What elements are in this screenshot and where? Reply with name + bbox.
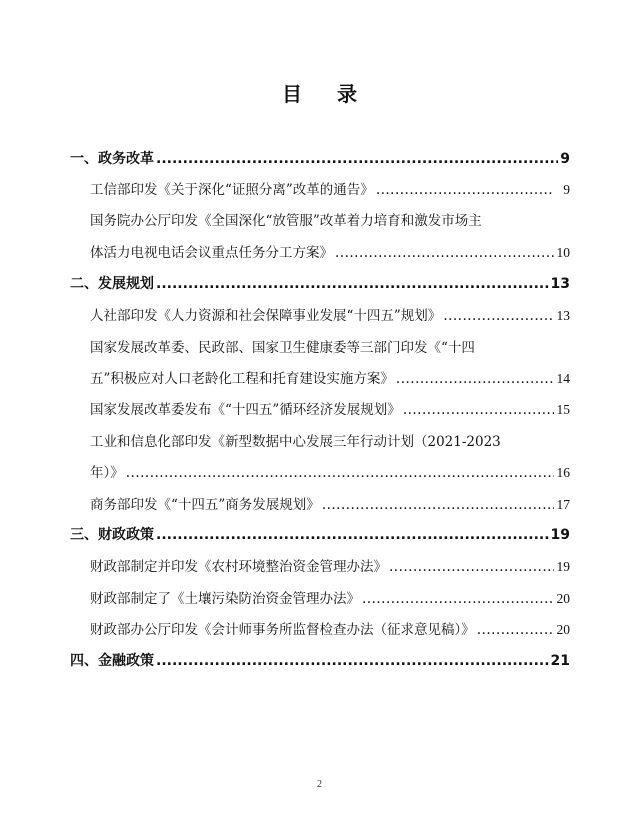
item-page: 15 [556, 402, 570, 417]
toc-section-1[interactable] [70, 148, 570, 168]
dot-leader [156, 276, 549, 292]
item-page: 13 [556, 308, 570, 323]
item-page: 17 [556, 497, 570, 512]
toc-item-3-2[interactable] [70, 587, 570, 607]
toc-item-2-3[interactable] [70, 398, 570, 418]
item-page: 20 [556, 591, 570, 606]
toc-item-2-5[interactable] [70, 493, 570, 513]
dot-leader [376, 182, 554, 198]
table-of-contents [70, 0, 570, 832]
item-text: 工信部印发《关于深化“证照分离”改革的通告》 [90, 182, 374, 198]
item-page: 19 [556, 559, 570, 574]
toc-item-3-1[interactable] [70, 555, 570, 575]
dot-leader [322, 497, 554, 513]
item-text-line-2: 五”积极应对人口老龄化工程和托育建设实施方案》 [90, 371, 394, 387]
section-number: 四、 [70, 653, 98, 669]
toc-item-1-2-cont[interactable] [70, 241, 570, 261]
item-page: 14 [556, 371, 570, 386]
section-label: 发展规划 [98, 276, 154, 292]
item-text-line-2: 年）》 [90, 465, 124, 481]
dot-leader [335, 245, 554, 261]
section-label: 财政政策 [98, 527, 154, 543]
toc-item-1-1[interactable] [70, 178, 570, 198]
page-number-footer: 2 [317, 779, 322, 790]
item-text: 人社部印发《人力资源和社会保障事业发展“十四五”规划》 [90, 308, 442, 324]
dot-leader [477, 622, 554, 638]
item-text-line-1: 国家发展改革委、民政部、国家卫生健康委等三部门印发《“十四 [90, 340, 475, 356]
item-text-line-1: 工业和信息化部印发《新型数据中心发展三年行动计划（2021-2023 [90, 434, 501, 450]
section-number: 三、 [70, 527, 98, 543]
item-text: 商务部印发《“十四五”商务发展规划》 [90, 497, 320, 513]
section-page: 21 [550, 653, 570, 669]
toc-item-2-2-cont[interactable] [70, 367, 570, 387]
item-text: 财政部办公厅印发《会计师事务所监督检查办法（征求意见稿）》 [90, 622, 475, 638]
toc-section-3[interactable] [70, 524, 570, 544]
toc-item-2-2[interactable] [70, 336, 570, 356]
dot-leader [156, 527, 549, 543]
toc-item-2-4-cont[interactable] [70, 461, 570, 481]
section-number: 二、 [70, 276, 98, 292]
item-page: 20 [556, 622, 570, 637]
item-page: 10 [556, 245, 570, 260]
item-text: 财政部制定了《土壤污染防治资金管理办法》 [90, 591, 360, 607]
page-title: 目 录 [282, 82, 371, 106]
toc-section-4[interactable] [70, 650, 570, 670]
item-page: 9 [563, 182, 570, 197]
item-text: 国家发展改革委发布《“十四五”循环经济发展规划》 [90, 402, 401, 418]
dot-leader [156, 151, 558, 167]
toc-item-3-3[interactable] [70, 618, 570, 638]
section-page: 9 [560, 151, 570, 167]
item-text-line-2: 体活力电视电话会议重点任务分工方案》 [90, 245, 333, 261]
toc-item-2-4[interactable] [70, 430, 570, 450]
dot-leader [396, 371, 554, 387]
dot-leader [362, 591, 554, 607]
dot-leader [156, 653, 549, 669]
item-text: 财政部制定并印发《农村环境整治资金管理办法》 [90, 559, 387, 575]
dot-leader [126, 465, 554, 481]
toc-item-1-2[interactable] [70, 209, 570, 229]
section-number: 一、 [70, 151, 98, 167]
toc-section-2[interactable] [70, 273, 570, 293]
section-page: 13 [550, 276, 570, 292]
dot-leader [403, 402, 554, 418]
section-label: 政务改革 [98, 151, 154, 167]
dot-leader [389, 559, 554, 575]
item-page: 16 [556, 465, 570, 480]
section-page: 19 [550, 527, 570, 543]
section-label: 金融政策 [98, 653, 154, 669]
item-text-line-1: 国务院办公厅印发《全国深化“放管服”改革着力培育和激发市场主 [90, 213, 482, 229]
toc-item-2-1[interactable] [70, 304, 570, 324]
dot-leader [443, 308, 554, 324]
